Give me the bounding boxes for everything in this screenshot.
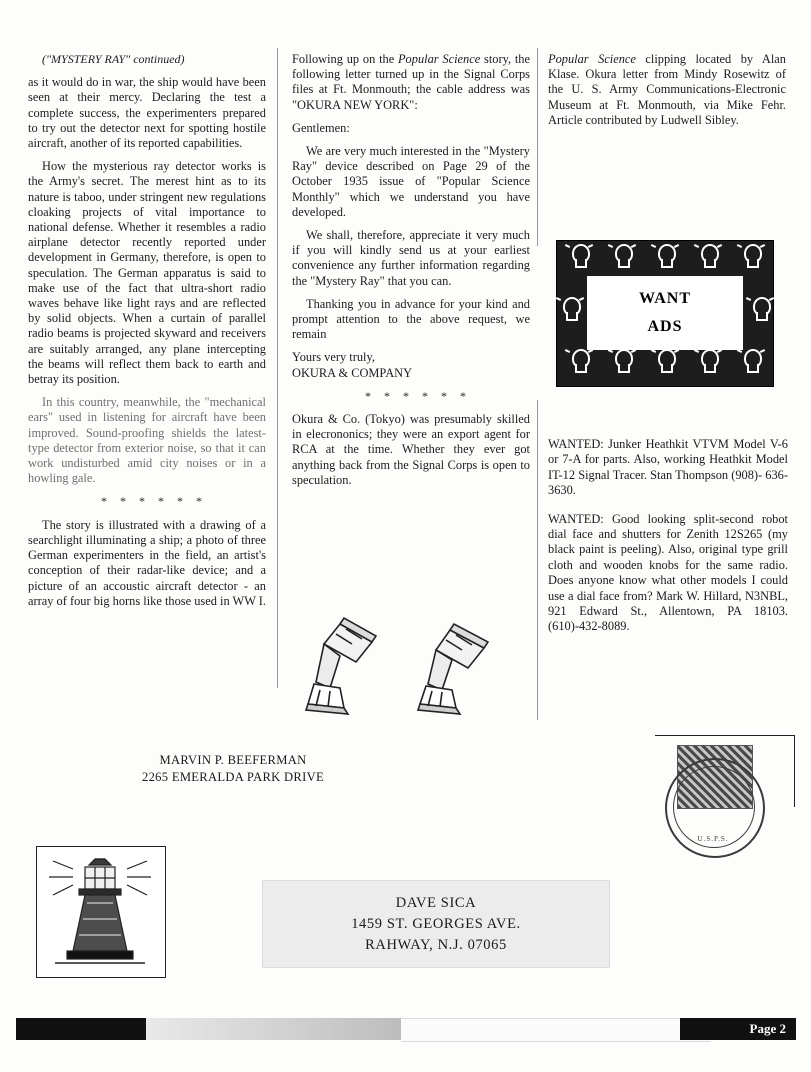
publication-name: Popular Science [397, 52, 481, 66]
paragraph: The story is illustrated with a drawing of a searchlight illuminating a ship; a photo of three German experimenters in the field, an artist's conception of their radar-like device; and a picture of an accoustic aircraft detector - an array of four big horns like those used in WW I. [28, 517, 267, 608]
lightbulb-icon [569, 349, 589, 373]
letter-intro [292, 52, 530, 113]
return-address-line: 2265 EMERALDA PARK DRIVE [141, 770, 324, 784]
return-address-line: MARVIN P. BEEFERMAN [159, 753, 307, 767]
footer-bar-light [401, 1018, 711, 1042]
paragraph: In this country, meanwhile, the "mechanical ears" used in listening for aircraft have been improved. Sound-proofing shields the latest-type detector from exterior noise, so that it can work undisturbed amid city noises or in a howling gale. [28, 395, 266, 486]
section-separator: * * * * * * [101, 494, 207, 509]
postmark-text: U.S.P.S. [697, 835, 729, 843]
mailing-label-line: DAVE SICA [395, 894, 477, 911]
mailing-label-line: 1459 ST. GEORGES AVE. [351, 915, 521, 932]
paragraph: How the mysterious ray detector works is the Army's secret. The merest hint as to its nature is taboo, under stringent new regulations cloaking projects of vital importance to national defense. Whether it resembles a radio airplane detector recently reported under development in Germany, therefore, is open to speculation. The German apparatus is said to make use of the fact that ultra-short radio waves behave like light rays and are reflected by solid objects. When a curtain of parallel radio beams is projected skyward and receivers are suitably arranged, any plane intercepting the beams will reflect them back to earth and betray its position. [28, 159, 266, 387]
page-number: Page 2 [680, 1018, 796, 1040]
acoustic-horn-illustration [300, 612, 530, 722]
paragraph: We are very much interested in the "Mystery Ray" device described on Page 29 of the October 1935 issue of "Popular Science Monthly" which we understand you have developed. [292, 144, 530, 219]
paragraph: Thanking you in advance for your kind and prompt attention to the above request, we remain [292, 296, 530, 342]
classified-ads-list [548, 437, 788, 648]
lightbulb-row [557, 241, 773, 271]
lightbulb-icon [741, 244, 761, 268]
intro-text-b: story, the following letter turned up in the Signal Corps files at Ft. Monmouth; the cable address was "OKURA NEW YORK": [292, 52, 530, 112]
return-address [88, 752, 378, 786]
lightbulb-icon [655, 349, 675, 373]
column-divider-right-bottom [537, 400, 538, 720]
want-ads-banner [556, 240, 774, 387]
postmark-text-ring [673, 766, 753, 846]
footer-bar-gradient [146, 1018, 401, 1040]
mailing-label-line: RAHWAY, N.J. 07065 [365, 936, 507, 953]
letter-signer: OKURA & COMPANY [292, 365, 413, 380]
mailing-label [262, 880, 610, 968]
editor-note: Okura & Co. (Tokyo) was presumably skilled in elecrononics; they were an export agent for RCA at the time. Whether they ever got anything back from the Signal Corps is open to speculation. [292, 412, 530, 487]
intro-text-a: Following up on the [292, 52, 398, 66]
paragraph: as it would do in war, the ship would have been seen at their mercy. Declaring the test a complete success, the experimenters prepared to try out the detector next for spotting hostile aircraft, another of its reported capabilities. [28, 75, 266, 151]
publication-name: Popular Science [548, 52, 636, 66]
lighthouse-icon [37, 847, 163, 975]
want-ads-line-1: WANT [638, 290, 691, 307]
article-column-1 [28, 52, 266, 609]
classified-ad: WANTED: Junker Heathkit VTVM Model V-6 or 7-A for parts. Also, working Heathkit Model IT-12 Signal Tracer. Stan Thompson (908)- 636-3630. [548, 437, 788, 498]
stamp-area-rule-vertical [794, 735, 795, 807]
letter-signoff-line: Yours very truly, [292, 350, 375, 365]
lightbulb-icon [750, 297, 770, 321]
section-separator: * * * * * * [365, 388, 471, 403]
lighthouse-logo [36, 846, 166, 978]
article-column-2 [292, 52, 530, 488]
footer-bar-black [16, 1018, 146, 1040]
stamp-area-rule [655, 735, 795, 736]
want-ads-panel [587, 276, 743, 350]
column-continued-header: ("MYSTERY RAY" continued) [42, 52, 185, 66]
lightbulb-icon [560, 297, 580, 321]
horn-sketch-svg [300, 612, 530, 722]
lightbulb-icon [612, 349, 632, 373]
classified-ad: WANTED: Good looking split-second robot dial face and shutters for Zenith 12S265 (my black paint is peeling). Also, original type grill cloth and wooden knobs for the same radio. Does anyone know what other models I could use a dial face from? Mark W. Hillard, N3NBL, 921 Edward St., Allentown, PA 18103. (610)-432-8089. [548, 511, 788, 634]
photo-credit [548, 52, 786, 128]
lightbulb-icon [569, 244, 589, 268]
lightbulb-icon [741, 349, 761, 373]
page-footer [16, 1018, 796, 1040]
lightbulb-row [557, 346, 773, 376]
lightbulb-icon [698, 244, 718, 268]
lightbulb-icon [698, 349, 718, 373]
lightbulb-icon [655, 244, 675, 268]
letter-salutation: Gentlemen: [292, 120, 350, 135]
column-divider-left [277, 48, 278, 688]
postage-stamp [655, 740, 779, 860]
want-ads-line-2: ADS [647, 318, 683, 335]
paragraph: We shall, therefore, appreciate it very much if you will kindly send us at your earliest convenience any further information regarding the "Mystery Ray" that you can. [292, 228, 530, 288]
lightbulb-icon [612, 244, 632, 268]
credit-text: clipping located by Alan Klase. Okura letter from Mindy Rosewitz of the U. S. Army Communications-Electronic Museum at Ft. Monmouth, via Mike Fehr. Article contributed by Ludwell Sibley. [548, 52, 786, 127]
article-column-3 [548, 52, 786, 128]
column-divider-right-top [537, 48, 538, 246]
